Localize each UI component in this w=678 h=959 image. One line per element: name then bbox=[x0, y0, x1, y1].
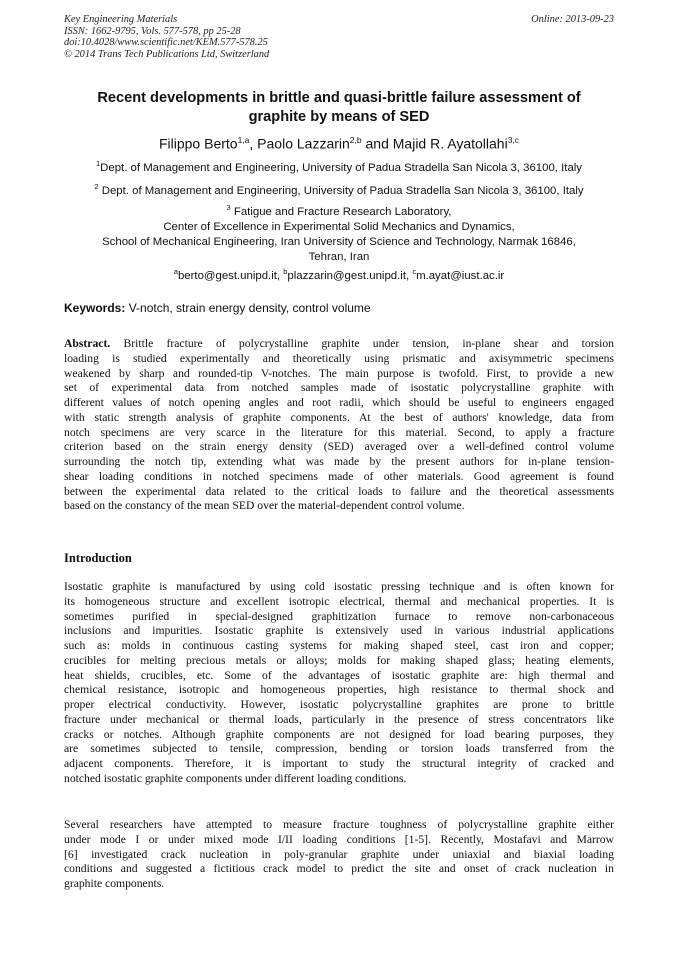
author-name: Paolo Lazzarin bbox=[257, 135, 350, 152]
author-superscript: 2,b bbox=[349, 135, 362, 145]
online-date: Online: 2013-09-23 bbox=[531, 14, 614, 25]
paragraph-line: Isostatic graphite is manufactured by using cold isostatic pressing technique and is often known for bbox=[64, 580, 614, 593]
paragraph-line: Several researchers have attempted to measure fracture toughness of polycrystalline graphite either bbox=[64, 818, 614, 831]
email-link: plazzarin@gest.unipd.it, bbox=[287, 269, 413, 282]
paragraph-line: inclusions and impurities. Isostatic graphite is extensively used in various industrial applications bbox=[64, 624, 614, 638]
abstract-label: Abstract. bbox=[64, 337, 111, 350]
affiliation-2: $^2$ Dept. of Management and Engineering, University of Padua Stradella San Nicola 3, 36100, Italy bbox=[94, 182, 584, 197]
paragraph-line: proper electrical conductivity. However, isostatic polycrystalline graphites are prone to brittle bbox=[64, 698, 614, 711]
abstract-line: different values of notch opening angles and root radii, which should be useful to engineers engaged bbox=[64, 396, 614, 409]
abstract-line: shear loading conditions in notched specimens made of other materials. Good agreement is found bbox=[64, 469, 614, 483]
author-superscript: 1,a bbox=[237, 135, 250, 145]
doi-line: doi:10.4028/www.scientific.net/KEM.577-578.25 bbox=[64, 37, 268, 49]
email-link: berto@gest.unipd.it, bbox=[177, 269, 284, 282]
journal-metadata bbox=[64, 14, 269, 60]
author-superscript: 3,c bbox=[507, 135, 520, 145]
author-separator: and bbox=[361, 135, 393, 152]
abstract bbox=[64, 337, 614, 514]
paragraph-line: graphite components. bbox=[64, 877, 165, 890]
abstract-line: notch specimens are very scarce in the literature for this material. Second, to apply a fracture bbox=[64, 425, 614, 439]
affiliation-1: $^1$Dept. of Management and Engineering, University of Padua Stradella San Nicola 3, 36100, Italy bbox=[95, 159, 583, 174]
introduction-paragraph-2 bbox=[64, 818, 614, 892]
paper-title bbox=[50, 89, 628, 127]
abstract-line: weakened by sharp and rounded-tip V-notches. The main purpose is twofold. First, to provide a new bbox=[64, 366, 614, 380]
abstract-line: based on the constancy of the mean SED over the material-dependent control volume. bbox=[64, 499, 465, 513]
paragraph-line: chemical resistance, isotropic and homogeneous properties, high resistance to thermal shock and bbox=[64, 683, 614, 697]
keywords bbox=[64, 301, 371, 316]
author-emails: $^a$berto@gest.unipd.it, $^b$plazzarin@gest.unipd.it, $^c$m.ayat@iust.ac.ir bbox=[173, 267, 505, 282]
paragraph-line: cracks or notches. Although graphite components are not designed for load bearing purposes, they bbox=[64, 727, 614, 741]
author-name: Filippo Berto bbox=[158, 135, 238, 152]
abstract-line: criterion based on the strain energy density (SED) averaged over a well-defined control volume bbox=[64, 440, 614, 454]
paragraph-line: heat shields, crucibles, etc. Some of the advantages of isostatic graphite are: high thermal and bbox=[64, 668, 614, 682]
keywords-label: Keywords: bbox=[64, 301, 126, 315]
paragraph-line: conditions and suggested a fictitious crack model to predict the site and onset of crack nucleation in bbox=[64, 862, 614, 876]
paragraph-line: adjacent components. Therefore, it is important to study the structural integrity of cracked and bbox=[64, 757, 614, 770]
abstract-line: between the experimental data related to the critical loads to failure and the theoretical assessments bbox=[64, 484, 614, 498]
paragraph-line: notched isostatic graphite components under different loading conditions. bbox=[64, 771, 407, 785]
author-separator: , bbox=[249, 135, 258, 152]
paragraph-line: crucibles for melting precious metals or alloys; molds for making shaped glass; heating elements, bbox=[64, 653, 614, 667]
issn-line: ISSN: 1662-9795, Vols. 577-578, pp 25-28 bbox=[64, 25, 241, 37]
paragraph-line: under mode I or under mixed mode I/II loading conditions [1-5]. Recently, Mostafavi and Marrow bbox=[64, 832, 614, 846]
title-line-1: Recent developments in brittle and quasi-brittle failure assessment of bbox=[97, 90, 581, 106]
author-list bbox=[40, 130, 638, 154]
paragraph-line: are sometimes subjected to tensile, compression, bending or torsion loads transferred from the bbox=[64, 742, 614, 756]
journal-name: Key Engineering Materials bbox=[64, 14, 178, 25]
abstract-line: with static strength analysis of graphite components. At the best of authors' knowledge, data from bbox=[64, 410, 614, 424]
abstract-line: surrounding the notch tip, extending what was made by the present authors for in-plane tension- bbox=[64, 455, 614, 468]
introduction-paragraph-1 bbox=[64, 580, 614, 787]
abstract-line: Abstract. Brittle fracture of polycrystalline graphite under tension, in-plane shear and torsion bbox=[64, 337, 614, 350]
paragraph-line: its homogeneous structure and excellent isotropic electrical, thermal and mechanical properties. It is bbox=[64, 594, 614, 608]
author-name: Majid R. Ayatollahi bbox=[392, 135, 508, 152]
abstract-line: loading is studied experimentally and theoretically using prismatic and axisymmetric specimens bbox=[64, 351, 614, 365]
paragraph-line: [6] investigated crack nucleation in poly-granular graphite under uniaxial and biaxial loading bbox=[64, 847, 614, 861]
keywords-text: V-notch, strain energy density, control volume bbox=[125, 301, 371, 315]
affiliation-3: $^3$ Fatigue and Fracture Research Laboratory, Center of Excellence in Experimental Solid Mechanics and Dynamics, School of Mechanical Engineering, Iran University of Science and Technology, Narmak 16846, Tehran, Iran bbox=[102, 203, 576, 263]
title-line-2: graphite by means of SED bbox=[248, 109, 430, 125]
section-heading-introduction: Introduction bbox=[64, 551, 132, 565]
paragraph-line: such as: molds in continuous casting systems for making shaped steel, cast iron and copper; bbox=[64, 639, 614, 652]
paragraph-line: sometimes purified in special-designed graphitization furnace to remove non-carbonaceous bbox=[64, 609, 614, 623]
paragraph-line: fracture under mechanical or thermal loads, particularly in the presence of stress concentrators like bbox=[64, 712, 614, 726]
email-link: m.ayat@iust.ac.ir bbox=[416, 269, 505, 282]
abstract-line: set of experimental data from notched samples made of isostatic polycrystalline graphite with bbox=[64, 381, 614, 395]
copyright-line: © 2014 Trans Tech Publications Ltd, Switzerland bbox=[64, 48, 270, 60]
